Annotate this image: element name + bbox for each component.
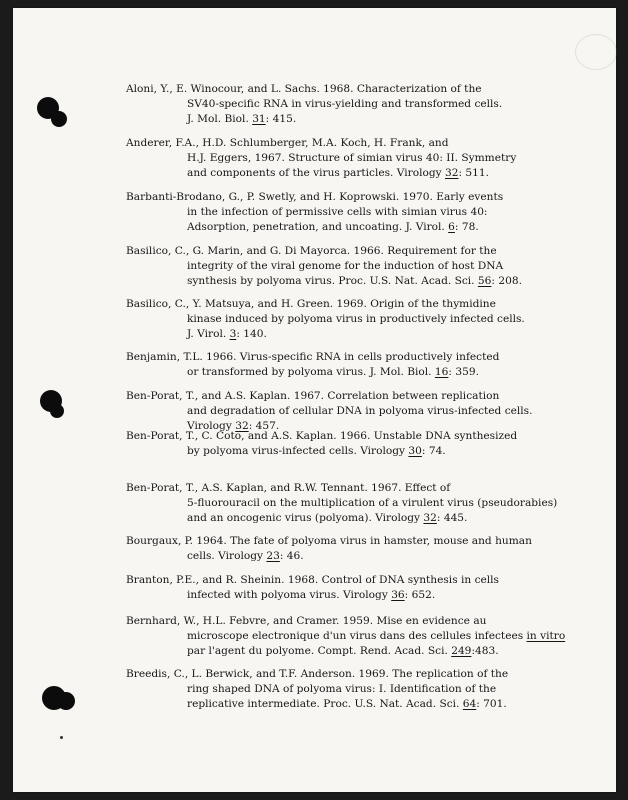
reference-text: par l'agent du polyome. Compt. Rend. Acad. Sci. [187,645,452,657]
reference-text: Ben-Porat, T., A.S. Kaplan, and R.W. Tennant. 1967. Effect of [126,482,451,494]
reference-text: SV40-specific RNA in virus-yielding and transformed cells. [187,98,503,110]
reference-entry [126,429,612,459]
reference-text: microscope electronique d'un virus dans des cellules infectees [187,630,527,642]
reference-continuation-line [126,629,612,644]
reference-first-line [126,244,612,259]
reference-entry [126,297,612,342]
reference-first-line [126,190,612,205]
paper-speck [60,736,63,739]
reference-first-line [126,389,612,404]
reference-first-line [126,614,612,629]
reference-text: Basilico, C., G. Marin, and G. Di Mayorca. 1966. Requirement for the [126,245,497,257]
reference-continuation-line [126,151,612,166]
reference-text: : 359. [448,366,479,378]
reference-text: Breedis, C., L. Berwick, and T.F. Anderson. 1969. The replication of the [126,668,509,680]
reference-first-line [126,82,612,97]
reference-text: H.J. Eggers, 1967. Structure of simian virus 40: II. Symmetry [187,152,517,164]
reference-text: integrity of the viral genome for the induction of host DNA [187,260,504,272]
reference-first-line [126,573,612,588]
underlined-volume: 64 [462,698,477,710]
reference-continuation-line [126,97,612,112]
reference-continuation-line [126,365,612,380]
reference-text: J. Virol. [187,328,230,340]
reference-entry [126,82,612,127]
reference-text: : 46. [279,550,304,562]
reference-entry [126,190,612,235]
underlined-volume: 6 [448,221,455,233]
reference-text: Virology [187,420,236,432]
reference-continuation-line [126,274,612,289]
reference-text: infected with polyoma virus. Virology [187,589,392,601]
underlined-volume: 32 [423,512,437,524]
reference-text: Ben-Porat, T., C. Coto, and A.S. Kaplan. 1966. Unstable DNA synthesized [126,430,518,442]
reference-text: : 511. [458,167,490,179]
reference-first-line [126,429,612,444]
reference-text: Benjamin, T.L. 1966. Virus-specific RNA in cells productively infected [126,351,500,363]
reference-continuation-line [126,112,612,127]
reference-continuation-line [126,205,612,220]
reference-text: : 652. [404,589,436,601]
reference-first-line [126,350,612,365]
reference-text: J. Mol. Biol. [187,113,253,125]
reference-text: and an oncogenic virus (polyoma). Virology [187,512,424,524]
underlined-volume: 56 [477,275,492,287]
underlined-volume: 31 [252,113,266,125]
reference-continuation-line [126,496,612,511]
reference-text: Anderer, F.A., H.D. Schlumberger, M.A. Koch, H. Frank, and [126,137,449,149]
reference-text: : 74. [421,445,446,457]
punch-hole [50,404,64,418]
underlined-volume: 32 [235,420,249,432]
reference-text: in the infection of permissive cells with simian virus 40: [187,206,488,218]
reference-continuation-line [126,588,612,603]
reference-continuation-line [126,327,612,342]
reference-continuation-line [126,697,612,712]
reference-first-line [126,297,612,312]
reference-first-line [126,481,612,496]
punch-hole [51,111,67,127]
reference-text: : 78. [454,221,479,233]
underlined-volume: 249 [451,645,472,657]
reference-continuation-line [126,444,612,459]
reference-entry [126,389,612,434]
reference-entry [126,481,612,526]
reference-text: Aloni, Y., E. Winocour, and L. Sachs. 1968. Characterization of the [126,83,482,95]
reference-text: Ben-Porat, T., and A.S. Kaplan. 1967. Correlation between replication [126,390,500,402]
reference-text: and components of the virus particles. Virology [187,167,445,179]
underlined-volume: 23 [266,550,280,562]
reference-continuation-line [126,404,612,419]
reference-text: Bourgaux, P. 1964. The fate of polyoma virus in hamster, mouse and human [126,535,532,547]
reference-first-line [126,534,612,549]
reference-continuation-line [126,682,612,697]
reference-continuation-line [126,549,612,564]
reference-continuation-line [126,312,612,327]
reference-continuation-line [126,259,612,274]
reference-entry [126,350,612,380]
reference-text: and degradation of cellular DNA in polyoma virus-infected cells. [187,405,533,417]
reference-continuation-line [126,166,612,181]
underlined-volume: 3 [229,328,237,340]
reference-text: Barbanti-Brodano, G., P. Swetly, and H. Koprowski. 1970. Early events [126,191,504,203]
underlined-volume: 16 [434,366,449,378]
reference-first-line [126,136,612,151]
reference-text: :483. [471,645,499,657]
reference-text: : 701. [476,698,507,710]
reference-text: Bernhard, W., H.L. Febvre, and Cramer. 1959. Mise en evidence au [126,615,487,627]
reference-text: : 140. [236,328,267,340]
reference-text: cells. Virology [187,550,267,562]
reference-text: Adsorption, penetration, and uncoating. J. Virol. [187,221,449,233]
faint-stamp-mark [575,34,617,70]
reference-text: or transformed by polyoma virus. J. Mol. Biol. [187,366,435,378]
reference-continuation-line [126,511,612,526]
reference-entry [126,136,612,181]
reference-text: : 445. [436,512,468,524]
reference-text: : 415. [265,113,297,125]
reference-entry [126,534,612,564]
reference-text: Branton, P.E., and R. Sheinin. 1968. Control of DNA synthesis in cells [126,574,499,586]
reference-text: by polyoma virus-infected cells. Virology [187,445,409,457]
reference-text: 5-fluorouracil on the multiplication of a virulent virus (pseudorabies) [187,497,558,509]
reference-continuation-line [126,220,612,235]
underlined-volume: 30 [408,445,422,457]
underlined-volume: 32 [445,167,459,179]
reference-entry [126,244,612,289]
reference-text: ring shaped DNA of polyoma virus: I. Identification of the [187,683,497,695]
reference-continuation-line [126,644,612,659]
reference-entry [126,614,612,659]
reference-text: : 457. [248,420,280,432]
reference-first-line [126,667,612,682]
reference-text: replicative intermediate. Proc. U.S. Nat. Acad. Sci. [187,698,463,710]
reference-entry [126,667,612,712]
reference-entry [126,573,612,603]
reference-text: Basilico, C., Y. Matsuya, and H. Green. 1969. Origin of the thymidine [126,298,496,310]
reference-text: synthesis by polyoma virus. Proc. U.S. Nat. Acad. Sci. [187,275,478,287]
reference-text: : 208. [491,275,522,287]
punch-hole [57,692,75,710]
underlined-volume: in vitro [526,630,566,642]
reference-text: kinase induced by polyoma virus in productively infected cells. [187,313,525,325]
underlined-volume: 36 [391,589,405,601]
